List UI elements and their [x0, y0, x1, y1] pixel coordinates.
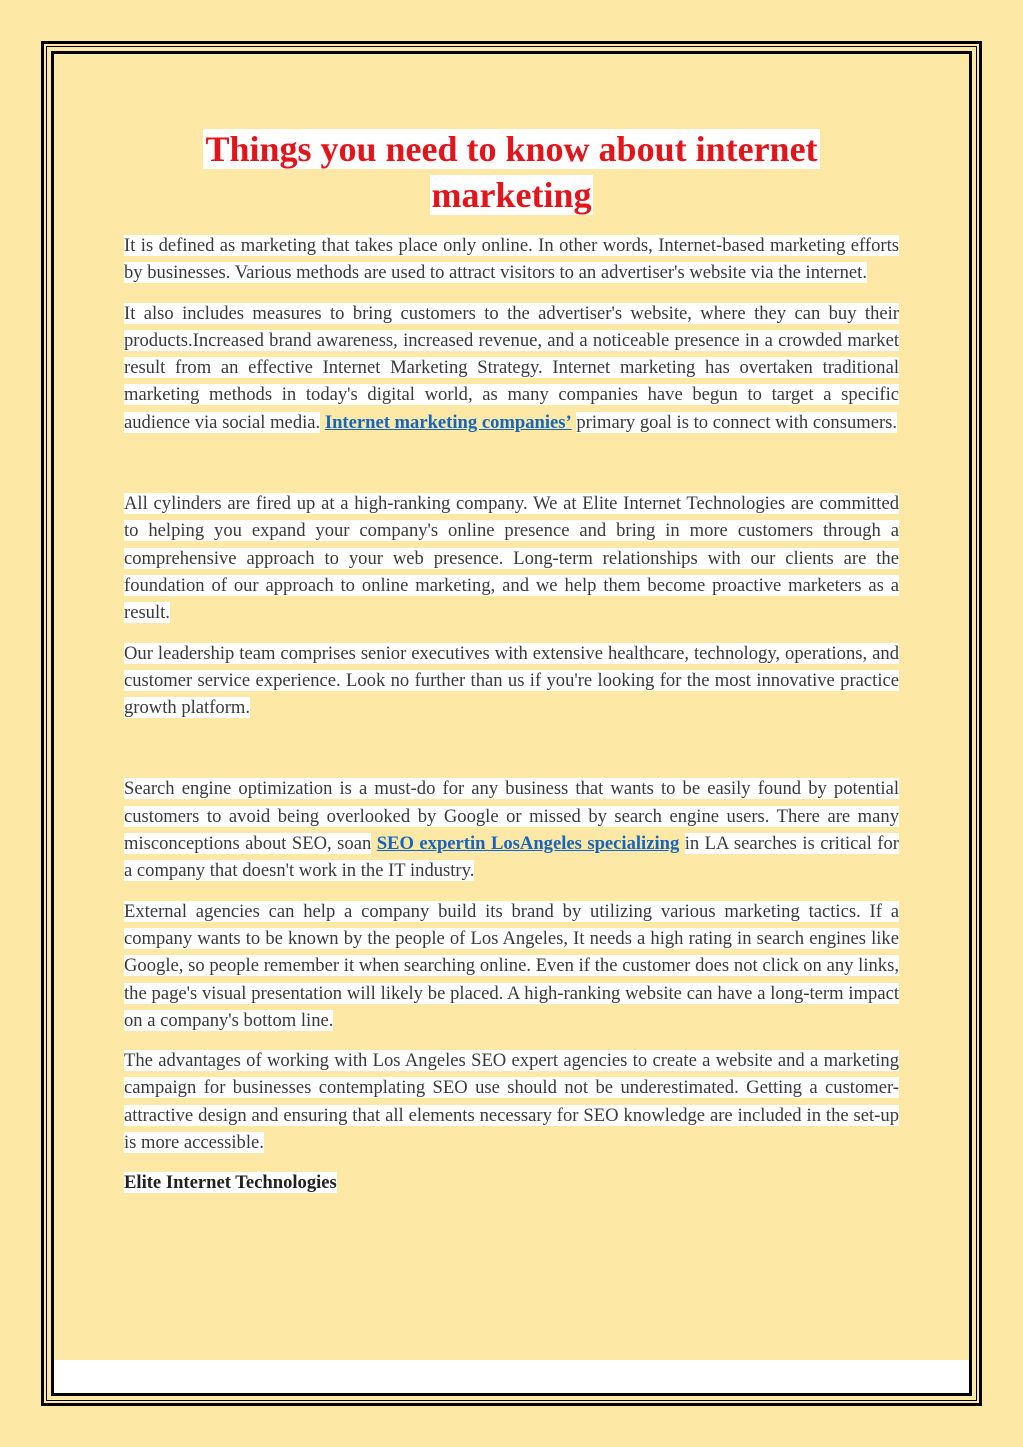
spacer — [124, 734, 899, 775]
signature — [124, 1169, 899, 1196]
paragraph-advantages — [124, 1047, 899, 1156]
article-body — [124, 126, 899, 1210]
paragraph-text: The advantages of working with Los Angeles SEO expert agencies to create a website and a marketing campaign for businesses contemplating SEO use should not be underestimated. Getting a customer-attractive design and ensuring that all elements necessary for SEO knowledge are included in the set-up is more accessible. — [124, 1050, 899, 1154]
paragraph-seo — [124, 775, 899, 884]
paragraph-text: It also includes measures to bring customers to the advertiser's website, where they can buy their products.Increased brand awareness, increased revenue, and a noticeable presence in a crowded market result from an effective Internet Marketing Strategy. Internet marketing has overtaken traditional marketing methods in today's digital world, as many companies have begun to target a specific audience via social media. — [124, 302, 899, 433]
title-line-1: Things you need to know about internet — [205, 129, 818, 169]
paragraph-text: External agencies can help a company build its brand by utilizing various marketing tactics. If a company wants to be known by the people of Los Angeles, It needs a high rating in search engines like Google, so people remember it when searching online. Even if the customer does not click on any links, the page's visual presentation will likely be placed. A high-ranking website can have a long-term impact on a company's bottom line. — [124, 900, 899, 1031]
footer-strip — [54, 1360, 969, 1393]
page-title — [124, 126, 899, 218]
title-line-2: marketing — [431, 175, 592, 215]
paragraph-text: primary goal is to connect with consumers. — [576, 411, 898, 433]
internet-marketing-companies-link[interactable]: Internet marketing companies’ — [324, 411, 572, 433]
paragraph-text: Search engine optimization is a must-do for any business that wants to be easily found by potential customers to avoid being overlooked by Google or missed by search engine users. There are many misconceptions about SEO, soan — [124, 778, 899, 855]
paragraph-text: Our leadership team comprises senior executives with extensive healthcare, technology, operations, and customer service experience. Look no further than us if you're looking for the most innovative practice growth platform. — [124, 642, 899, 719]
spacer — [124, 449, 899, 490]
signature-text: Elite Internet Technologies — [124, 1172, 337, 1194]
paragraph-leadership — [124, 640, 899, 722]
paragraph-definition — [124, 232, 899, 287]
paragraph-text: It is defined as marketing that takes place only online. In other words, Internet-based marketing efforts by businesses. Various methods are used to attract visitors to an advertiser's website via the internet. — [124, 235, 899, 284]
paragraph-company — [124, 490, 899, 626]
paragraph-agencies — [124, 898, 899, 1034]
paragraph-strategy — [124, 300, 899, 436]
seo-expert-los-angeles-link[interactable]: SEO expertin LosAngeles specializing — [376, 833, 680, 855]
paragraph-text: in LA searches is critical for a company that doesn't work in the IT industry. — [124, 833, 899, 882]
paragraph-text: All cylinders are fired up at a high-ranking company. We at Elite Internet Technologies are committed to helping you expand your company's online presence and bring in more customers through a comprehensive approach to your web presence. Long-term relationships with our clients are the foundation of our approach to online marketing, and we help them become proactive marketers as a result. — [124, 493, 899, 624]
